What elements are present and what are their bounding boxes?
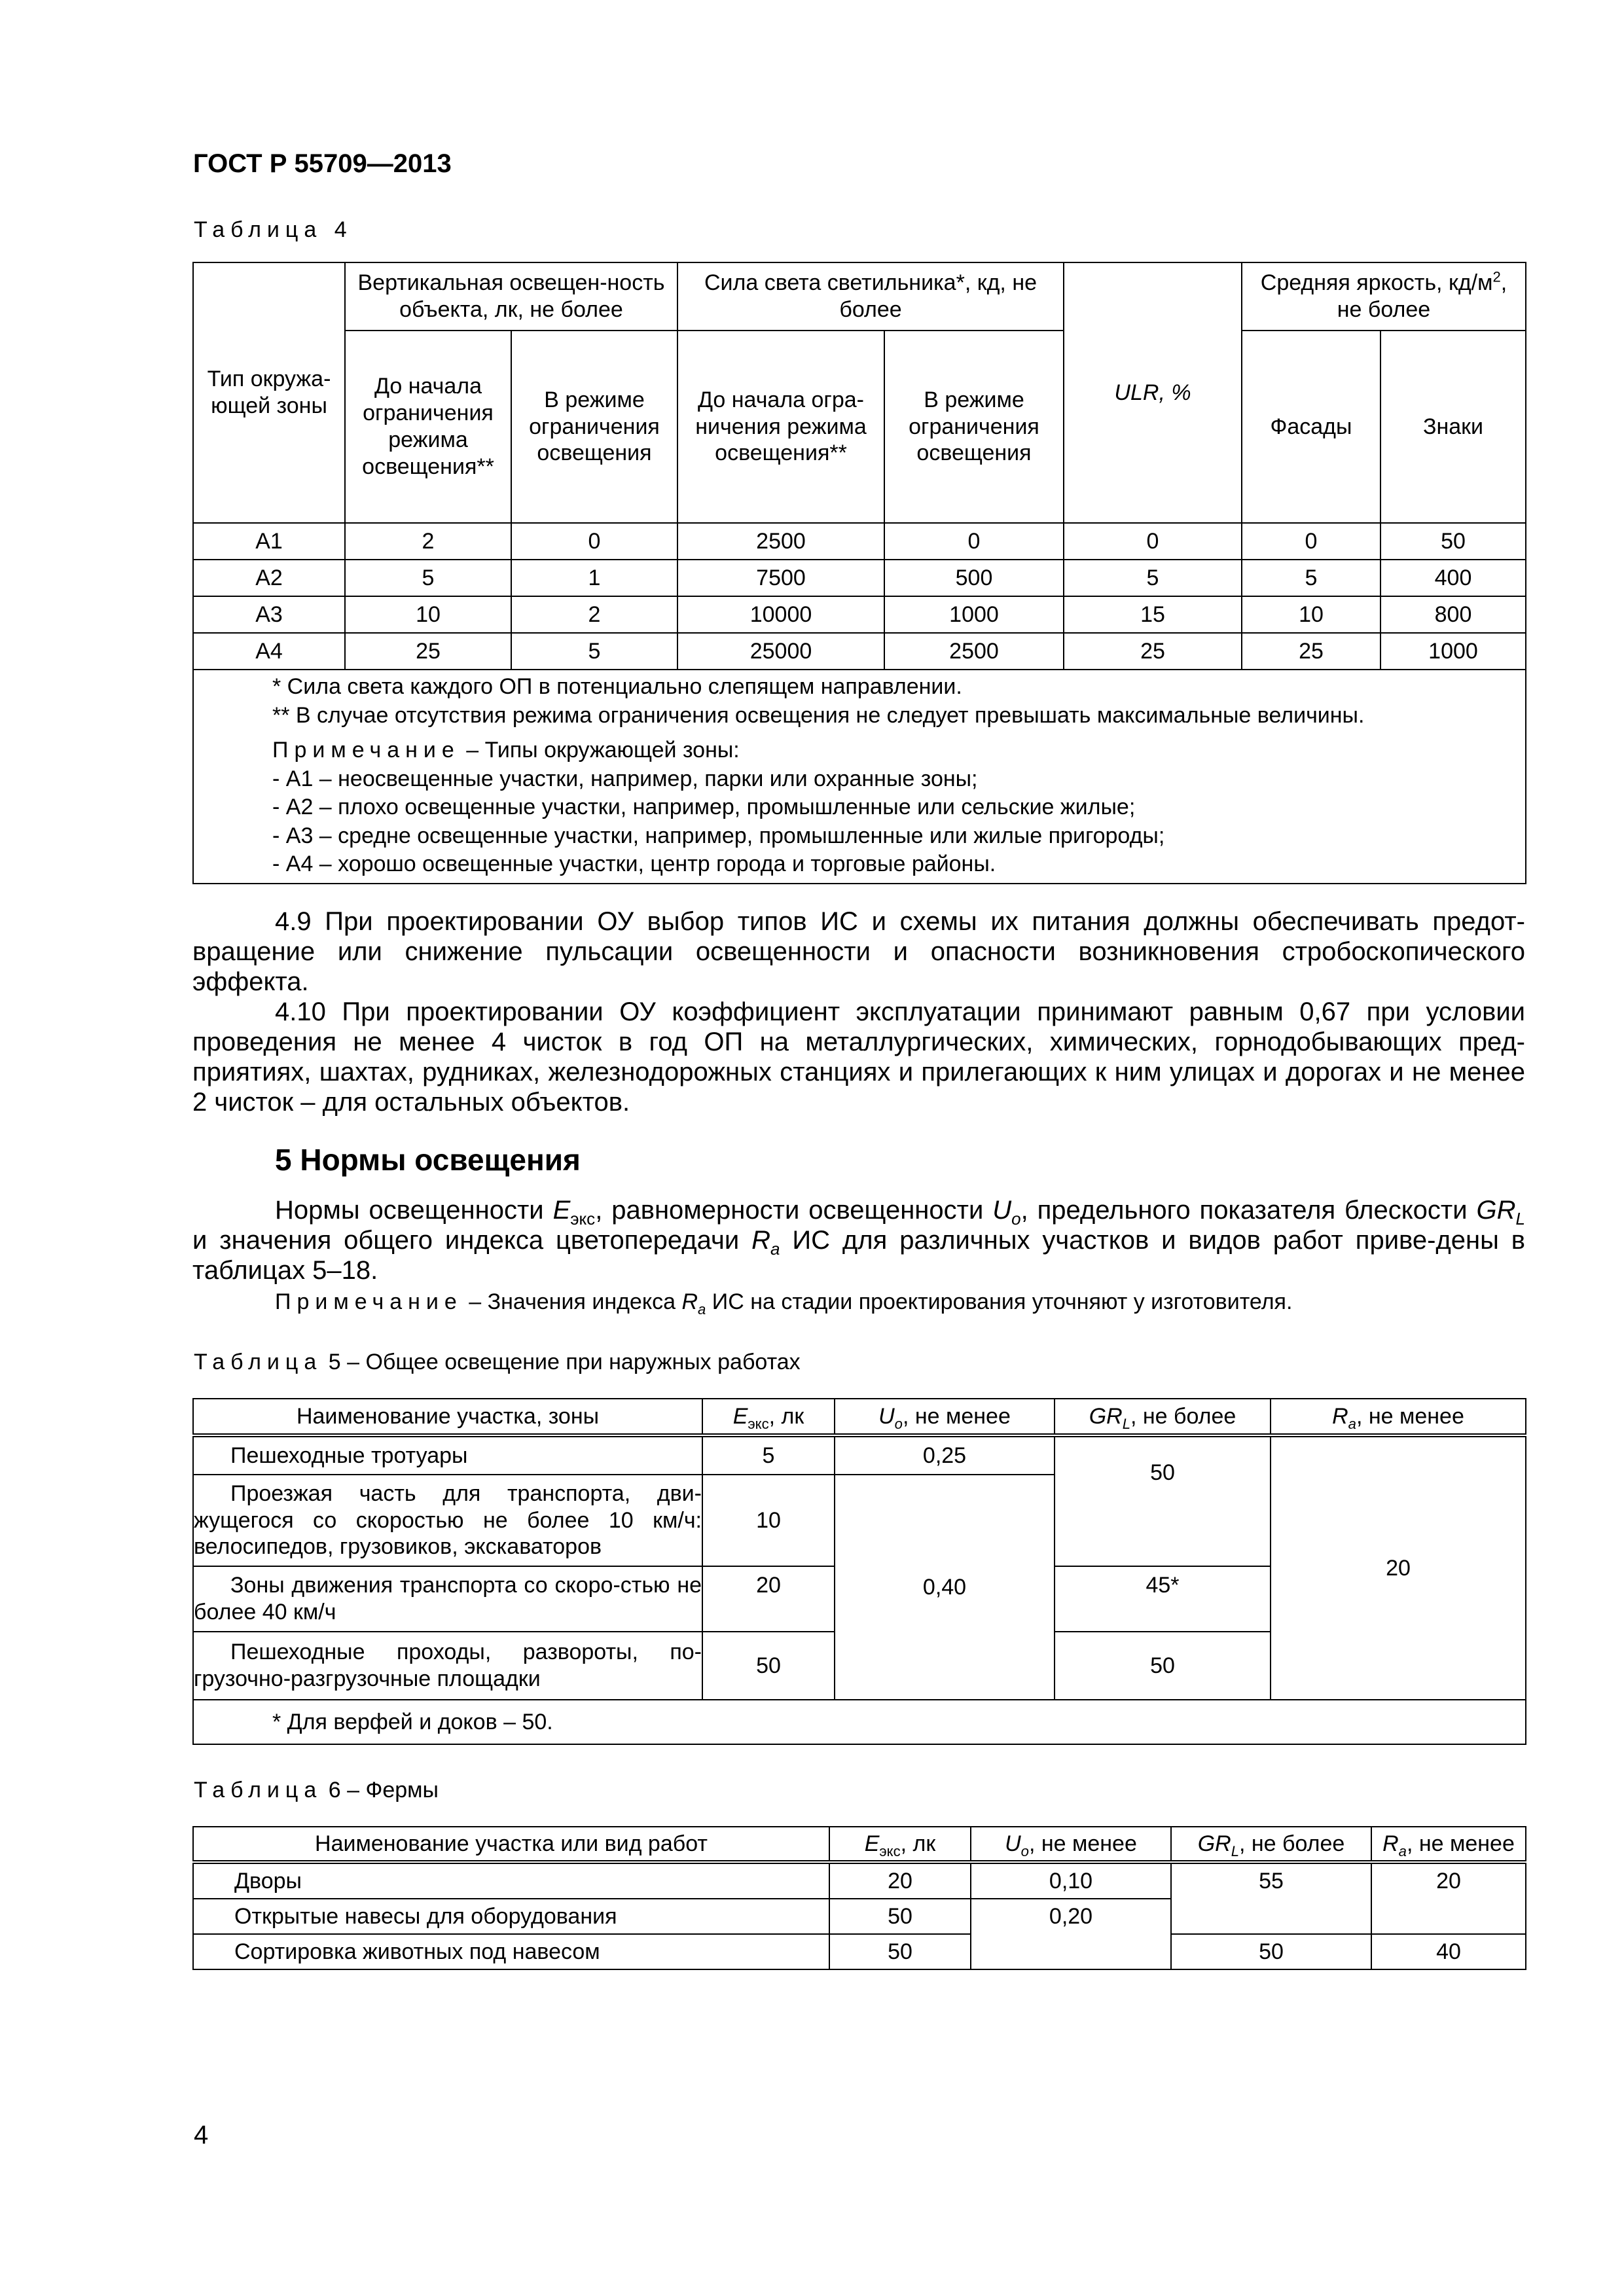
col-facades: Фасады — [1242, 331, 1380, 523]
col-v-in-limit: В режиме ограничения освещения — [511, 331, 677, 523]
col-mean-luminance: Средняя яркость, $кд/м^2$, не более — [1242, 262, 1526, 331]
document-header: ГОСТ Р 55709—2013 — [193, 149, 452, 178]
table-row: Открытые навесы для оборудования 50 0,20 — [193, 1899, 1526, 1934]
footnote: * Для верфей и доков – 50. — [193, 1700, 1526, 1744]
note-item: - А1 – неосвещенные участки, например, парки или охранные зоны; — [272, 766, 978, 791]
footnote: * Сила света каждого ОП в потенциально слепящем направлении. — [272, 674, 962, 699]
col-area: Наименование участка, зоны — [193, 1399, 702, 1435]
table6 — [192, 1826, 1526, 1970]
col-signs: Знаки — [1380, 331, 1526, 523]
col-gr: $GR_L$, не более — [1055, 1399, 1271, 1435]
table-row: Зоны движения транспорта со скоро-стью не более 40 км/ч 20 45* — [193, 1566, 1526, 1632]
table-row: Проезжая часть для транспорта, дви-жущегося со скоростью не более 10 км/ч: велосипедов, грузовиков, экскаваторов 10 0,40 — [193, 1475, 1526, 1566]
col-i-in-limit: В режиме ограничения освещения — [884, 331, 1064, 523]
col-v-before-limit: До начала ограничения режима освещения** — [345, 331, 511, 523]
col-u: $U_o$, не менее — [835, 1399, 1055, 1435]
table4-notes — [193, 670, 1526, 884]
table-row: Дворы 20 0,10 55 20 — [193, 1862, 1526, 1899]
col-e: $E_{экс}$, лк — [829, 1827, 971, 1862]
col-r: $R_a$, не менее — [1271, 1399, 1526, 1435]
table4 — [192, 262, 1526, 884]
table-row: А3 10 2 10000 1000 15 10 800 — [193, 596, 1526, 633]
col-zone-type: Тип окружа-ющей зоны — [193, 262, 345, 523]
note-item: - А4 – хорошо освещенные участки, центр города и торговые районы. — [272, 852, 996, 877]
table-row: А2 5 1 7500 500 5 5 400 — [193, 560, 1526, 596]
table-row: А4 25 5 25000 2500 25 25 1000 — [193, 633, 1526, 670]
col-vertical-illuminance: Вертикальная освещен-ность объекта, лк, не более — [345, 262, 677, 331]
note-item: - А2 – плохо освещенные участки, например, промышленные или сельские жилые; — [272, 795, 1136, 820]
table-row: Пешеходные тротуары 5 0,25 50 20 — [193, 1435, 1526, 1475]
table4-caption: Таблица 4 — [194, 217, 353, 242]
col-luminous-intensity: Сила света светильника*, кд, не более — [677, 262, 1064, 331]
table4-note: Примечание – Типы окружающей зоны: — [272, 738, 740, 763]
section5-paragraph: Нормы освещенности $E_{экс}$, равномерности освещенности $U_o$, предельного показателя блескости $GR_L$ и значения общего индекса цветопередачи $R_a$ ИС для различных участков и видов работ приве-дены в таблицах 5–18. — [192, 1196, 1525, 1285]
col-ulr: ULR, % — [1064, 262, 1242, 523]
col-gr: $GR_L$, не более — [1171, 1827, 1371, 1862]
footnote: ** В случае отсутствия режима ограничения освещения не следует превышать максимальные величины. — [272, 702, 1365, 728]
table-row: А1 2 0 2500 0 0 0 50 — [193, 523, 1526, 560]
col-i-before-limit: До начала огра-ничения режима освещения** — [677, 331, 884, 523]
section5-note: Примечание – Значения индекса $R_a$ ИС на стадии проектирования уточняют у изготовителя. — [275, 1289, 1293, 1318]
table-row: Пешеходные проходы, развороты, по-грузочно-разгрузочные площадки 50 50 — [193, 1632, 1526, 1700]
page-number: 4 — [194, 2121, 209, 2149]
paragraph-4-9: 4.9 При проектировании ОУ выбор типов ИС и схемы их питания должны обеспечивать предот-вращение или снижение пульсации освещенности и опасности возникновения стробоскопического эффекта. — [192, 907, 1525, 996]
col-e: $E_{экс}$, лк — [702, 1399, 835, 1435]
col-r: $R_a$, не менее — [1371, 1827, 1526, 1862]
table5 — [192, 1398, 1526, 1745]
section-heading: 5 Нормы освещения — [275, 1143, 581, 1177]
table-row: Сортировка животных под навесом 50 50 40 — [193, 1934, 1526, 1969]
table6-caption: Таблица 6 – Фермы — [194, 1778, 439, 1803]
table5-caption: Таблица 5 – Общее освещение при наружных работах — [194, 1350, 801, 1374]
col-u: $U_o$, не менее — [971, 1827, 1171, 1862]
paragraph-4-10: 4.10 При проектировании ОУ коэффициент эксплуатации принимают равным 0,67 при условии проведения не менее 4 чисток в год ОП на металлургических, химических, горнодобывающих пред-приятиях, шахтах, рудниках, железнодорожных станциях и прилегающих к ним улицах и дорогах и не менее 2 чисток – для остальных объектов. — [192, 997, 1525, 1117]
col-area: Наименование участка или вид работ — [193, 1827, 829, 1862]
note-item: - А3 – средне освещенные участки, например, промышленные или жилые пригороды; — [272, 823, 1165, 848]
